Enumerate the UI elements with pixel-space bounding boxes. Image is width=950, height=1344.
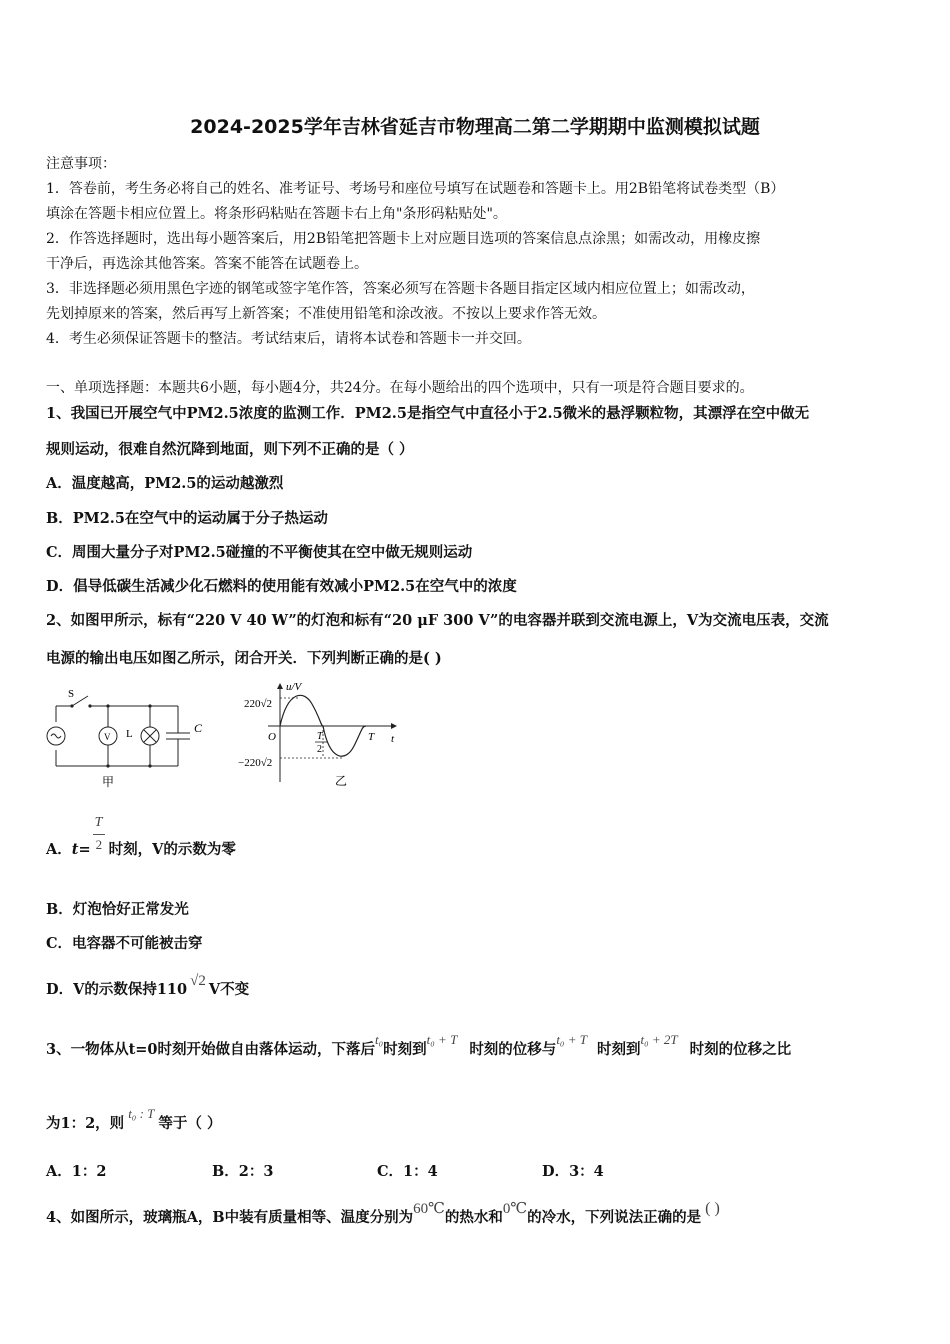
switch-label: S	[68, 688, 75, 700]
q2-option-c: C．电容器不可能被击穿	[46, 935, 203, 952]
notice-line: 4．考生必须保证答题卡的整洁。考试结束后，请将本试卷和答题卡一并交回。	[46, 331, 531, 347]
q1-stem-cont: 规则运动，很难自然沉降到地面，则下列不正确的是（ ）	[46, 441, 414, 458]
figure-caption-yi: 乙	[335, 774, 348, 788]
y-max-label: 220√2	[244, 698, 273, 710]
y-min-label: −220√2	[238, 757, 273, 769]
sqrt-two: √2	[190, 973, 206, 989]
stem-text: 时刻到	[383, 1041, 427, 1058]
q3-option-a: A．1：2	[46, 1163, 107, 1180]
fraction-bar	[93, 834, 105, 835]
q3-option-b: B．2：3	[212, 1163, 274, 1180]
fraction-t-over-2	[91, 815, 109, 854]
stem-text: 的热水和	[444, 1209, 503, 1226]
stem-text: 等于（ ）	[158, 1115, 222, 1132]
q1-option-b: B．PM2.5在空气中的运动属于分子热运动	[46, 510, 328, 527]
q1-option-c: C．周围大量分子对PM2.5碰撞的不平衡使其在空中做无规则运动	[46, 544, 473, 561]
q4-stem	[46, 1200, 720, 1227]
stem-text: 的冷水，下列说法正确的是	[527, 1209, 702, 1226]
q3-stem-cont	[46, 1106, 222, 1133]
stem-text: 时刻到	[596, 1041, 641, 1058]
figure-caption-jia: 甲	[102, 775, 115, 789]
notice-line: 先划掉原来的答案，然后再写上新答案；不准使用铅笔和涂改液。不按以上要求作答无效。	[46, 306, 606, 322]
notice-line: 2．作答选择题时，选出每小题答案后，用2B铅笔把答题卡上对应题目选项的答案信息点涂黑；如需改动，用橡皮擦	[46, 231, 761, 247]
notice-line: 1．答卷前，考生务必将自己的姓名、准考证号、考场号和座位号填写在试题卷和答题卡上。用2B铅笔将试卷类型（B）	[46, 181, 785, 197]
y-axis-label: u/V	[286, 681, 302, 693]
notice-line: 干净后，再选涂其他答案。答案不能答在试题卷上。	[46, 256, 368, 272]
period-label: T	[368, 731, 375, 743]
answer-paren: ( )	[705, 1200, 720, 1217]
origin-label: O	[268, 731, 276, 743]
notice-line: 填涂在答题卡相应位置上。将条形码粘贴在答题卡右上角"条形码粘贴处"。	[46, 206, 507, 222]
circuit-diagram	[44, 684, 214, 794]
q1-option-a: A．温度越高，PM2.5的运动越激烈	[46, 475, 284, 492]
math-ratio: t₀ : T	[128, 1106, 155, 1121]
q1-stem: 1、我国已开展空气中PM2.5浓度的监测工作．PM2.5是指空气中直径小于2.5微米的悬浮颗粒物，其漂浮在空中做无	[46, 405, 810, 422]
q2-option-b: B．灯泡恰好正常发光	[46, 901, 189, 918]
option-letter: A．	[46, 841, 72, 858]
equals-sign: =	[78, 841, 91, 858]
half-period-den: 2	[317, 744, 322, 755]
math-60c: 60℃	[413, 1201, 445, 1217]
voltmeter-label: V	[104, 732, 111, 742]
q2-option-d	[46, 973, 250, 999]
math-t0: t₀	[375, 1032, 384, 1047]
q3-option-c: C．1：4	[377, 1163, 438, 1180]
math-t0-plus-T: t₀ + T	[556, 1032, 587, 1047]
math-t0-plus-T: t₀ + T	[426, 1032, 458, 1047]
stem-text: 时刻的位移与	[469, 1041, 557, 1058]
q2-stem-cont: 电源的输出电压如图乙所示，闭合开关．下列判断正确的是( )	[46, 650, 442, 667]
lamp-label: L	[126, 728, 133, 740]
fraction-denominator: 2	[95, 837, 103, 852]
time-variable: t	[71, 841, 79, 858]
half-period-num: T	[317, 731, 323, 742]
option-text-end: V不变	[208, 981, 250, 998]
notice-line: 3．非选择题必须用黑色字迹的钢笔或签字笔作答，答案必须写在答题卡各题目指定区域内相应位置上；如需改动，	[46, 281, 755, 297]
q1-option-d: D．倡导低碳生活减少化石燃料的使用能有效减小PM2.5在空气中的浓度	[46, 578, 517, 595]
fraction-numerator: T	[94, 815, 103, 830]
option-text: 时刻，V的示数为零	[108, 841, 236, 858]
capacitor-label: C	[194, 721, 203, 735]
q3-stem	[46, 1032, 792, 1059]
q2-option-a	[46, 815, 236, 859]
stem-text: 3、一物体从t=0时刻开始做自由落体运动，下落后	[46, 1041, 376, 1058]
stem-text: 为1：2，则	[46, 1115, 125, 1132]
stem-text: 4、如图所示，玻璃瓶A，B中装有质量相等、温度分别为	[46, 1209, 414, 1226]
q2-stem: 2、如图甲所示，标有“220 V 40 W”的灯泡和标有“20 μF 300 V”的电容器并联到交流电源上，V为交流电压表，交流	[46, 612, 829, 629]
option-text: D．V的示数保持110	[46, 981, 188, 998]
page-title: 2024-2025学年吉林省延吉市物理高二第二学期期中监测模拟试题	[190, 116, 760, 138]
stem-text: 时刻的位移之比	[689, 1041, 792, 1058]
math-t0-plus-2T: t₀ + 2T	[640, 1032, 678, 1047]
notice-heading: 注意事项：	[46, 156, 116, 172]
section-heading: 一、单项选择题：本题共6小题，每小题4分，共24分。在每小题给出的四个选项中，只有一项是符合题目要求的。	[46, 380, 754, 396]
q3-option-d: D．3：4	[542, 1163, 604, 1180]
x-axis-label: t	[391, 733, 395, 745]
voltage-graph	[228, 676, 408, 794]
math-0c: 0℃	[502, 1201, 528, 1217]
